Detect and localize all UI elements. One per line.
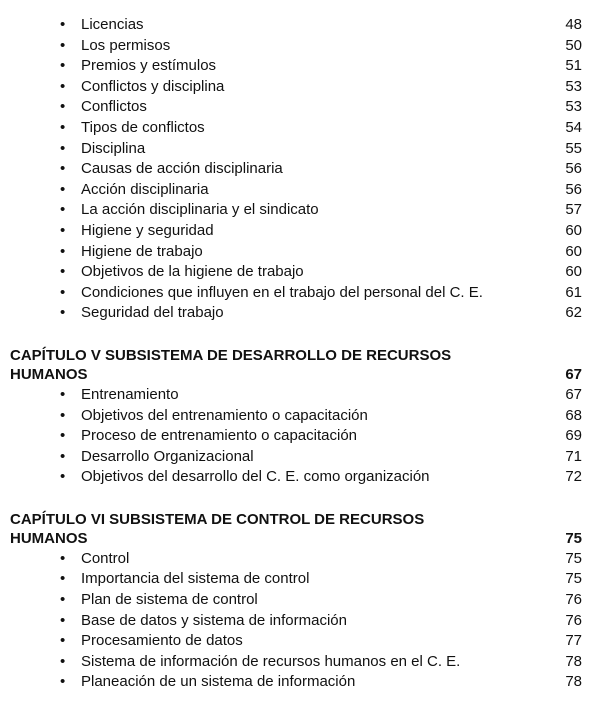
bullet-icon: • bbox=[60, 16, 66, 33]
toc-entry bbox=[0, 426, 600, 447]
toc-entry-label: Plan de sistema de control bbox=[81, 591, 258, 609]
toc-entry bbox=[0, 283, 600, 304]
toc-entry-label: Objetivos de la higiene de trabajo bbox=[81, 263, 304, 281]
toc-entry bbox=[0, 200, 600, 221]
bullet-icon: • bbox=[60, 611, 66, 629]
toc-entry-page: 56 bbox=[565, 160, 582, 178]
toc-entry bbox=[0, 467, 600, 488]
toc-entry bbox=[0, 569, 600, 590]
toc-entry-label: Control bbox=[81, 549, 130, 567]
bullet-icon: • bbox=[60, 468, 66, 486]
toc-entry-page: 55 bbox=[565, 139, 582, 157]
toc-entry-label: Premios y estímulos bbox=[81, 57, 217, 75]
bullet-icon: • bbox=[60, 201, 66, 219]
toc-entry-label: Importancia del sistema de control bbox=[81, 570, 310, 588]
bullet-icon: • bbox=[60, 570, 66, 588]
toc-entry-label: Objetivos del entrenamiento o capacitación bbox=[81, 406, 368, 424]
toc-entry bbox=[0, 549, 600, 570]
toc-entry bbox=[0, 159, 600, 180]
toc-entry bbox=[0, 118, 600, 139]
toc-entry bbox=[0, 611, 600, 632]
toc-entry-page: 56 bbox=[565, 180, 582, 198]
bullet-icon: • bbox=[60, 139, 66, 157]
toc-entry bbox=[0, 77, 600, 98]
toc-entry bbox=[0, 97, 600, 118]
toc-entry-label: Causas de acción disciplinaria bbox=[81, 160, 283, 178]
toc-entry-page: 75 bbox=[565, 549, 582, 567]
section-top bbox=[0, 0, 600, 324]
toc-entry bbox=[0, 447, 600, 468]
bullet-icon: • bbox=[60, 591, 66, 609]
toc-entry-page: 60 bbox=[565, 263, 582, 281]
toc-entry bbox=[0, 221, 600, 242]
toc-entry-page: 78 bbox=[565, 673, 582, 691]
bullet-icon: • bbox=[60, 263, 66, 281]
toc-entry-page: 54 bbox=[565, 118, 582, 136]
toc-entry-page: 67 bbox=[565, 385, 582, 403]
toc-entry-page: 68 bbox=[565, 406, 582, 424]
toc-entry-label: Disciplina bbox=[81, 139, 146, 157]
bullet-icon: • bbox=[60, 160, 66, 178]
toc-entry-page: 72 bbox=[565, 468, 582, 486]
toc-entry-page: 53 bbox=[565, 77, 582, 95]
toc-entry-page: 69 bbox=[565, 427, 582, 445]
toc-entry-label: Acción disciplinaria bbox=[81, 180, 209, 198]
toc-entry-label: Desarrollo Organizacional bbox=[81, 447, 254, 465]
chapter-page: 75 bbox=[565, 529, 582, 547]
toc-entry-label: Entrenamiento bbox=[81, 385, 179, 403]
toc-entry bbox=[0, 36, 600, 57]
toc-entry-page: 60 bbox=[565, 242, 582, 260]
bullet-icon: • bbox=[60, 221, 66, 239]
bullet-icon: • bbox=[60, 118, 66, 136]
toc-entry-page: 60 bbox=[565, 221, 582, 239]
toc-entry bbox=[0, 672, 600, 693]
chapter-title-line bbox=[0, 365, 600, 385]
bullet-icon: • bbox=[60, 632, 66, 650]
bullet-icon: • bbox=[60, 447, 66, 465]
bullet-icon: • bbox=[60, 304, 66, 322]
toc-entry bbox=[0, 631, 600, 652]
toc-entry-page: 77 bbox=[565, 632, 582, 650]
toc-entry bbox=[0, 180, 600, 201]
toc-entry-page: 48 bbox=[565, 16, 582, 33]
toc-entry bbox=[0, 15, 600, 36]
toc-entry-page: 76 bbox=[565, 611, 582, 629]
toc-entry bbox=[0, 303, 600, 324]
toc-entry-label: Conflictos y disciplina bbox=[81, 77, 225, 95]
toc-entry bbox=[0, 262, 600, 283]
toc-entry-page: 61 bbox=[565, 283, 582, 301]
toc-entry-label: Proceso de entrenamiento o capacitación bbox=[81, 427, 358, 445]
bullet-icon: • bbox=[60, 549, 66, 567]
bullet-icon: • bbox=[60, 242, 66, 260]
bullet-icon: • bbox=[60, 427, 66, 445]
bullet-icon: • bbox=[60, 652, 66, 670]
toc-entry-page: 51 bbox=[565, 57, 582, 75]
chapter-6-section bbox=[0, 510, 600, 693]
toc-entry bbox=[0, 652, 600, 673]
bullet-icon: • bbox=[60, 98, 66, 116]
toc-entry-label: Planeación de un sistema de información bbox=[81, 673, 356, 691]
toc-entry-page: 76 bbox=[565, 591, 582, 609]
toc-entry-page: 78 bbox=[565, 652, 582, 670]
toc-entry-label: Procesamiento de datos bbox=[81, 632, 243, 650]
toc-entry-label: Higiene de trabajo bbox=[81, 242, 203, 260]
bullet-icon: • bbox=[60, 36, 66, 54]
toc-entry-page: 62 bbox=[565, 304, 582, 322]
bullet-icon: • bbox=[60, 406, 66, 424]
toc-entry-label: La acción disciplinaria y el sindicato bbox=[81, 201, 319, 219]
chapter-title-line bbox=[0, 529, 600, 549]
bullet-icon: • bbox=[60, 77, 66, 95]
chapter-5-section bbox=[0, 346, 600, 488]
toc-entry bbox=[0, 56, 600, 77]
toc-entry-page: 53 bbox=[565, 98, 582, 116]
toc-entry-page: 75 bbox=[565, 570, 582, 588]
chapter-page: 67 bbox=[565, 365, 582, 383]
toc-entry-label: Higiene y seguridad bbox=[81, 221, 214, 239]
toc-entry-label: Los permisos bbox=[81, 36, 171, 54]
bullet-icon: • bbox=[60, 57, 66, 75]
toc-entry-label: Condiciones que influyen en el trabajo del personal del C. E. bbox=[81, 283, 483, 301]
bullet-icon: • bbox=[60, 385, 66, 403]
toc-entry bbox=[0, 139, 600, 160]
chapter-title: CAPÍTULO V SUBSISTEMA DE DESARROLLO DE RECURSOS bbox=[10, 346, 452, 364]
chapter-title-continuation: HUMANOS bbox=[10, 529, 88, 547]
bullet-icon: • bbox=[60, 180, 66, 198]
bullet-icon: • bbox=[60, 283, 66, 301]
toc-entry-label: Objetivos del desarrollo del C. E. como organización bbox=[81, 468, 430, 486]
chapter-title-continuation: HUMANOS bbox=[10, 365, 88, 383]
bullet-icon: • bbox=[60, 673, 66, 691]
toc-entry bbox=[0, 406, 600, 427]
toc-entry bbox=[0, 590, 600, 611]
toc-entry bbox=[0, 242, 600, 263]
toc-entry-label: Tipos de conflictos bbox=[81, 118, 205, 136]
toc-entry-label: Base de datos y sistema de información bbox=[81, 611, 347, 629]
toc-entry-page: 57 bbox=[565, 201, 582, 219]
toc-entry-page: 71 bbox=[565, 447, 582, 465]
toc-entry-label: Conflictos bbox=[81, 98, 147, 116]
toc-entry-page: 50 bbox=[565, 36, 582, 54]
toc-entry-label: Licencias bbox=[81, 16, 144, 33]
chapter-title: CAPÍTULO VI SUBSISTEMA DE CONTROL DE RECURSOS bbox=[10, 510, 425, 528]
toc-entry-label: Sistema de información de recursos humanos en el C. E. bbox=[81, 652, 461, 670]
toc-entry-label: Seguridad del trabajo bbox=[81, 304, 224, 322]
toc-entry bbox=[0, 385, 600, 406]
